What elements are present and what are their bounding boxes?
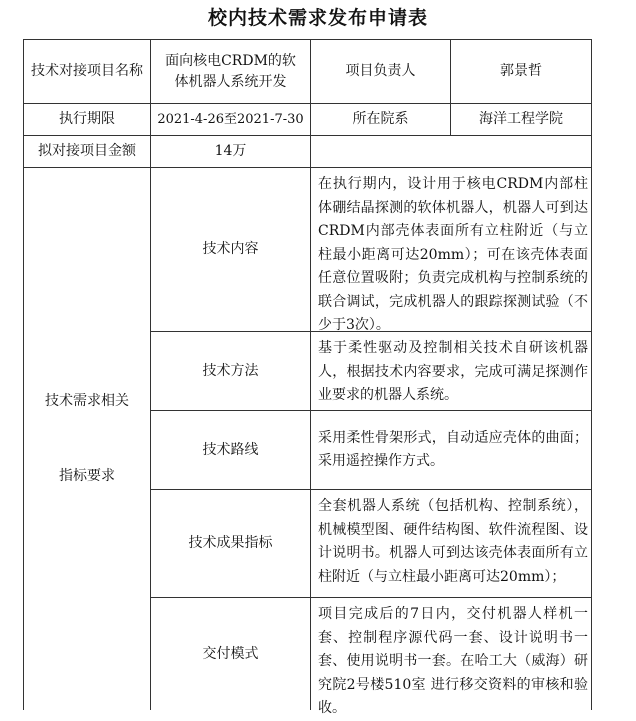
project-leader-label: 项目负责人 bbox=[310, 39, 451, 104]
department-value: 海洋工程学院 bbox=[450, 103, 592, 136]
section-label-line1: 技术需求相关 bbox=[45, 393, 129, 409]
project-name-label: 技术对接项目名称 bbox=[23, 39, 151, 104]
section-label-line2: 指标要求 bbox=[59, 468, 115, 484]
item-label-tech-content: 技术内容 bbox=[150, 167, 311, 332]
form-title: 校内技术需求发布申请表 bbox=[207, 7, 428, 29]
application-form-table bbox=[23, 39, 592, 716]
item-content-tech-route: 采用柔性骨架形式，自动适应壳体的曲面；采用遥控操作方式。 bbox=[310, 410, 592, 490]
item-content-delivery-mode: 项目完成后的7日内，交付机器人样机一套、控制程序源代码一套、设计说明书一套、使用说明书一套。在哈工大（威海）研究院2号楼510室 进行移交资料的审核和验收。 bbox=[310, 597, 592, 710]
tech-requirements-section-label bbox=[23, 167, 151, 710]
item-label-delivery-mode: 交付模式 bbox=[150, 597, 311, 710]
item-content-tech-method: 基于柔性驱动及控制相关技术自研该机器人，根据技术内容要求，完成可满足探测作业要求的机器人系统。 bbox=[310, 331, 592, 411]
item-label-tech-method: 技术方法 bbox=[150, 331, 311, 411]
department-label: 所在院系 bbox=[310, 103, 451, 136]
project-name-value: 面向核电CRDM的软体机器人系统开发 bbox=[150, 39, 311, 104]
amount-value: 14万 bbox=[150, 135, 311, 168]
item-content-tech-result-indicators: 全套机器人系统（包括机构、控制系统），机械模型图、硬件结构图、软件流程图、设计说明书。机器人可到达该壳体表面所有立柱附近（与立柱最小距离可达20mm）； bbox=[310, 489, 592, 598]
item-label-tech-result-indicators: 技术成果指标 bbox=[150, 489, 311, 598]
item-content-tech-content: 在执行期内，设计用于核电CRDM内部柱体硼结晶探测的软体机器人，机器人可到达CRDM内部壳体表面所有立柱附近（与立柱最小距离可达20mm）；可在该壳体表面任意位置吸附；负责完成机构与控制系统的联合调试，完成机器人的跟踪探测试验（不少于3次）。 bbox=[310, 167, 592, 332]
project-leader-value: 郭景哲 bbox=[450, 39, 592, 104]
period-value: 2021-4-26至2021-7-30 bbox=[150, 103, 311, 136]
amount-empty-cell bbox=[310, 135, 592, 168]
period-label: 执行期限 bbox=[23, 103, 151, 136]
item-label-tech-route: 技术路线 bbox=[150, 410, 311, 490]
amount-label: 拟对接项目金额 bbox=[23, 135, 151, 168]
